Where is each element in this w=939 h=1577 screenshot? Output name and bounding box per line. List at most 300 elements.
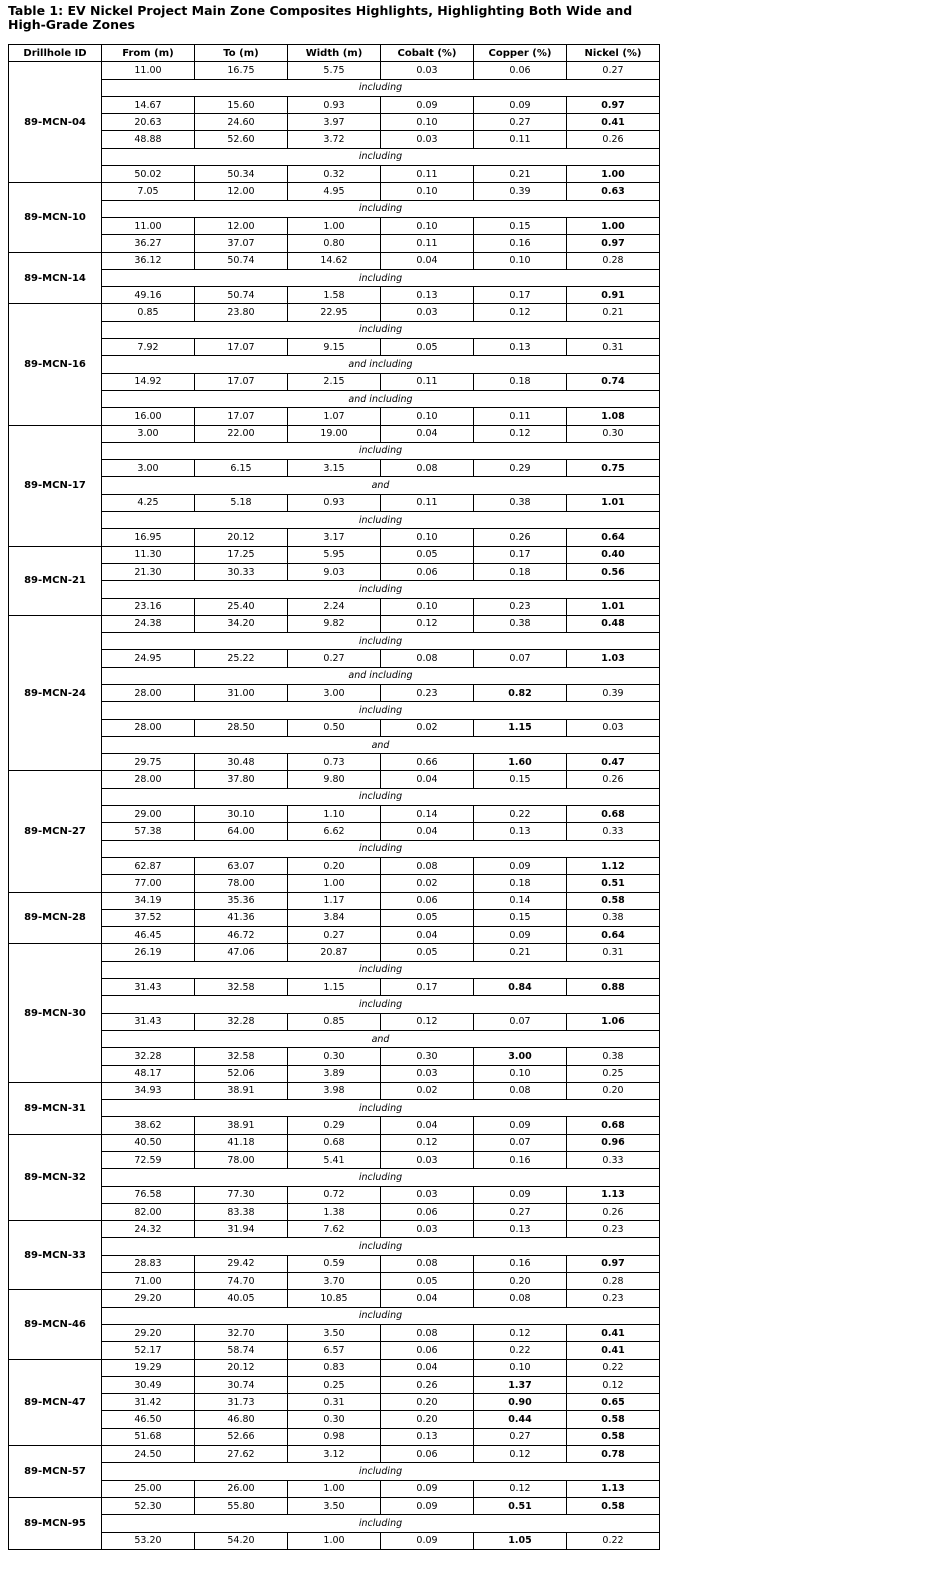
from-cell: 71.00 <box>102 1273 195 1290</box>
width-cell: 9.03 <box>288 563 381 580</box>
cobalt-cell: 0.04 <box>381 927 474 944</box>
table-row <box>9 252 660 269</box>
from-cell: 29.00 <box>102 806 195 823</box>
from-cell: 14.67 <box>102 96 195 113</box>
from-cell: 11.30 <box>102 546 195 563</box>
table-row <box>9 1152 660 1169</box>
width-cell: 0.25 <box>288 1376 381 1393</box>
width-cell: 0.29 <box>288 1117 381 1134</box>
copper-cell: 0.27 <box>474 114 567 131</box>
nickel-cell: 1.00 <box>567 217 660 234</box>
to-cell: 63.07 <box>195 857 288 874</box>
width-cell: 0.27 <box>288 927 381 944</box>
width-cell: 5.75 <box>288 62 381 79</box>
cobalt-cell: 0.06 <box>381 1342 474 1359</box>
copper-cell: 0.16 <box>474 235 567 252</box>
from-cell: 31.43 <box>102 1013 195 1030</box>
table-row <box>9 1082 660 1099</box>
table-row <box>9 529 660 546</box>
copper-cell: 0.12 <box>474 1446 567 1463</box>
nickel-cell: 0.27 <box>567 62 660 79</box>
table-row <box>9 460 660 477</box>
cobalt-cell: 0.04 <box>381 252 474 269</box>
nickel-cell: 0.40 <box>567 546 660 563</box>
copper-cell: 0.12 <box>474 304 567 321</box>
width-cell: 5.95 <box>288 546 381 563</box>
from-cell: 29.20 <box>102 1290 195 1307</box>
cobalt-cell: 0.06 <box>381 1446 474 1463</box>
qualifier-cell: including <box>102 1307 660 1324</box>
table-row <box>9 598 660 615</box>
to-cell: 15.60 <box>195 96 288 113</box>
table-row <box>9 754 660 771</box>
to-cell: 77.30 <box>195 1186 288 1203</box>
cobalt-cell: 0.17 <box>381 979 474 996</box>
drillhole-id-cell: 89-MCN-27 <box>9 771 102 892</box>
to-cell: 17.07 <box>195 339 288 356</box>
to-cell: 32.58 <box>195 979 288 996</box>
nickel-cell: 0.28 <box>567 252 660 269</box>
copper-cell: 0.17 <box>474 546 567 563</box>
qualifier-cell: including <box>102 1238 660 1255</box>
table-row <box>9 1446 660 1463</box>
qualifier-row <box>9 79 660 96</box>
width-cell: 1.58 <box>288 287 381 304</box>
qualifier-cell: including <box>102 321 660 338</box>
width-cell: 3.89 <box>288 1065 381 1082</box>
drillhole-id-cell: 89-MCN-95 <box>9 1497 102 1549</box>
width-cell: 1.38 <box>288 1203 381 1220</box>
width-cell: 0.72 <box>288 1186 381 1203</box>
from-cell: 23.16 <box>102 598 195 615</box>
cobalt-cell: 0.10 <box>381 183 474 200</box>
width-cell: 9.80 <box>288 771 381 788</box>
table-row <box>9 1480 660 1497</box>
cobalt-cell: 0.10 <box>381 408 474 425</box>
drillhole-id-cell: 89-MCN-17 <box>9 425 102 546</box>
copper-cell: 0.09 <box>474 927 567 944</box>
nickel-cell: 0.31 <box>567 339 660 356</box>
to-cell: 6.15 <box>195 460 288 477</box>
cobalt-cell: 0.13 <box>381 1428 474 1445</box>
cobalt-cell: 0.13 <box>381 287 474 304</box>
to-cell: 12.00 <box>195 183 288 200</box>
table-row <box>9 494 660 511</box>
from-cell: 29.20 <box>102 1324 195 1341</box>
header-nickel: Nickel (%) <box>567 45 660 62</box>
drillhole-id-cell: 89-MCN-31 <box>9 1082 102 1134</box>
to-cell: 55.80 <box>195 1497 288 1514</box>
qualifier-row <box>9 996 660 1013</box>
copper-cell: 0.13 <box>474 1221 567 1238</box>
to-cell: 20.12 <box>195 1359 288 1376</box>
table-row <box>9 339 660 356</box>
copper-cell: 1.15 <box>474 719 567 736</box>
copper-cell: 0.09 <box>474 96 567 113</box>
qualifier-cell: including <box>102 788 660 805</box>
nickel-cell: 1.12 <box>567 857 660 874</box>
nickel-cell: 1.08 <box>567 408 660 425</box>
cobalt-cell: 0.03 <box>381 1065 474 1082</box>
to-cell: 30.33 <box>195 563 288 580</box>
cobalt-cell: 0.05 <box>381 546 474 563</box>
table-row <box>9 927 660 944</box>
copper-cell: 0.16 <box>474 1152 567 1169</box>
width-cell: 10.85 <box>288 1290 381 1307</box>
copper-cell: 0.16 <box>474 1255 567 1272</box>
to-cell: 46.80 <box>195 1411 288 1428</box>
from-cell: 11.00 <box>102 217 195 234</box>
copper-cell: 0.22 <box>474 806 567 823</box>
width-cell: 6.62 <box>288 823 381 840</box>
nickel-cell: 0.22 <box>567 1532 660 1549</box>
qualifier-row <box>9 321 660 338</box>
width-cell: 0.32 <box>288 166 381 183</box>
table-row <box>9 1342 660 1359</box>
from-cell: 40.50 <box>102 1134 195 1151</box>
nickel-cell: 0.28 <box>567 1273 660 1290</box>
table-row <box>9 183 660 200</box>
from-cell: 76.58 <box>102 1186 195 1203</box>
table-row <box>9 425 660 442</box>
cobalt-cell: 0.04 <box>381 771 474 788</box>
qualifier-cell: including <box>102 200 660 217</box>
width-cell: 3.50 <box>288 1497 381 1514</box>
from-cell: 34.19 <box>102 892 195 909</box>
copper-cell: 0.38 <box>474 494 567 511</box>
width-cell: 1.00 <box>288 1532 381 1549</box>
cobalt-cell: 0.08 <box>381 460 474 477</box>
nickel-cell: 0.91 <box>567 287 660 304</box>
copper-cell: 3.00 <box>474 1048 567 1065</box>
from-cell: 28.00 <box>102 719 195 736</box>
copper-cell: 1.05 <box>474 1532 567 1549</box>
nickel-cell: 0.63 <box>567 183 660 200</box>
qualifier-row <box>9 356 660 373</box>
copper-cell: 0.14 <box>474 892 567 909</box>
table-title: Table 1: EV Nickel Project Main Zone Composites Highlights, Highlighting Both Wide and High-Grade Zones <box>8 3 633 32</box>
nickel-cell: 0.33 <box>567 1152 660 1169</box>
from-cell: 24.50 <box>102 1446 195 1463</box>
table-row <box>9 857 660 874</box>
qualifier-cell: including <box>102 633 660 650</box>
from-cell: 49.16 <box>102 287 195 304</box>
table-row <box>9 1532 660 1549</box>
qualifier-row <box>9 200 660 217</box>
nickel-cell: 0.68 <box>567 806 660 823</box>
drillhole-id-cell: 89-MCN-28 <box>9 892 102 944</box>
table-row <box>9 1221 660 1238</box>
width-cell: 1.00 <box>288 1480 381 1497</box>
cobalt-cell: 0.26 <box>381 1376 474 1393</box>
width-cell: 3.70 <box>288 1273 381 1290</box>
drillhole-id-cell: 89-MCN-32 <box>9 1134 102 1220</box>
table-row <box>9 1376 660 1393</box>
nickel-cell: 0.31 <box>567 944 660 961</box>
nickel-cell: 0.65 <box>567 1394 660 1411</box>
cobalt-cell: 0.12 <box>381 1013 474 1030</box>
to-cell: 31.73 <box>195 1394 288 1411</box>
table-row <box>9 806 660 823</box>
nickel-cell: 1.13 <box>567 1480 660 1497</box>
to-cell: 31.00 <box>195 684 288 701</box>
nickel-cell: 0.30 <box>567 425 660 442</box>
cobalt-cell: 0.66 <box>381 754 474 771</box>
cobalt-cell: 0.23 <box>381 684 474 701</box>
nickel-cell: 0.39 <box>567 684 660 701</box>
cobalt-cell: 0.04 <box>381 1117 474 1134</box>
copper-cell: 0.13 <box>474 823 567 840</box>
from-cell: 37.52 <box>102 909 195 926</box>
width-cell: 0.31 <box>288 1394 381 1411</box>
to-cell: 32.58 <box>195 1048 288 1065</box>
from-cell: 29.75 <box>102 754 195 771</box>
nickel-cell: 0.23 <box>567 1290 660 1307</box>
from-cell: 62.87 <box>102 857 195 874</box>
nickel-cell: 0.22 <box>567 1359 660 1376</box>
cobalt-cell: 0.04 <box>381 1359 474 1376</box>
from-cell: 20.63 <box>102 114 195 131</box>
table-body <box>9 62 660 1550</box>
copper-cell: 0.07 <box>474 650 567 667</box>
from-cell: 16.95 <box>102 529 195 546</box>
cobalt-cell: 0.03 <box>381 1152 474 1169</box>
header-copper: Copper (%) <box>474 45 567 62</box>
cobalt-cell: 0.08 <box>381 1255 474 1272</box>
qualifier-cell: and including <box>102 356 660 373</box>
width-cell: 0.27 <box>288 650 381 667</box>
from-cell: 3.00 <box>102 425 195 442</box>
nickel-cell: 0.68 <box>567 1117 660 1134</box>
copper-cell: 0.12 <box>474 1324 567 1341</box>
table-row <box>9 1497 660 1514</box>
nickel-cell: 0.12 <box>567 1376 660 1393</box>
width-cell: 0.59 <box>288 1255 381 1272</box>
copper-cell: 0.15 <box>474 217 567 234</box>
nickel-cell: 0.75 <box>567 460 660 477</box>
table-row <box>9 1255 660 1272</box>
from-cell: 4.25 <box>102 494 195 511</box>
qualifier-row <box>9 702 660 719</box>
to-cell: 35.36 <box>195 892 288 909</box>
copper-cell: 0.10 <box>474 1065 567 1082</box>
cobalt-cell: 0.03 <box>381 1221 474 1238</box>
to-cell: 50.74 <box>195 252 288 269</box>
width-cell: 9.15 <box>288 339 381 356</box>
cobalt-cell: 0.06 <box>381 892 474 909</box>
from-cell: 11.00 <box>102 62 195 79</box>
to-cell: 50.34 <box>195 166 288 183</box>
drillhole-id-cell: 89-MCN-16 <box>9 304 102 425</box>
to-cell: 26.00 <box>195 1480 288 1497</box>
to-cell: 37.80 <box>195 771 288 788</box>
to-cell: 46.72 <box>195 927 288 944</box>
copper-cell: 0.22 <box>474 1342 567 1359</box>
nickel-cell: 0.78 <box>567 1446 660 1463</box>
to-cell: 30.10 <box>195 806 288 823</box>
width-cell: 1.00 <box>288 217 381 234</box>
qualifier-row <box>9 442 660 459</box>
nickel-cell: 0.58 <box>567 1497 660 1514</box>
nickel-cell: 1.06 <box>567 1013 660 1030</box>
table-row <box>9 217 660 234</box>
width-cell: 3.97 <box>288 114 381 131</box>
drillhole-id-cell: 89-MCN-57 <box>9 1446 102 1498</box>
cobalt-cell: 0.05 <box>381 339 474 356</box>
to-cell: 31.94 <box>195 1221 288 1238</box>
nickel-cell: 0.23 <box>567 1221 660 1238</box>
table-row <box>9 1065 660 1082</box>
qualifier-cell: including <box>102 269 660 286</box>
qualifier-cell: including <box>102 1100 660 1117</box>
drillhole-id-cell: 89-MCN-30 <box>9 944 102 1082</box>
cobalt-cell: 0.06 <box>381 1203 474 1220</box>
from-cell: 52.17 <box>102 1342 195 1359</box>
copper-cell: 0.90 <box>474 1394 567 1411</box>
qualifier-cell: and <box>102 1030 660 1047</box>
from-cell: 16.00 <box>102 408 195 425</box>
header-row <box>9 45 660 62</box>
cobalt-cell: 0.03 <box>381 304 474 321</box>
cobalt-cell: 0.09 <box>381 1532 474 1549</box>
copper-cell: 0.07 <box>474 1134 567 1151</box>
drillhole-id-cell: 89-MCN-24 <box>9 615 102 771</box>
nickel-cell: 0.21 <box>567 304 660 321</box>
from-cell: 3.00 <box>102 460 195 477</box>
copper-cell: 0.38 <box>474 615 567 632</box>
from-cell: 30.49 <box>102 1376 195 1393</box>
nickel-cell: 0.97 <box>567 1255 660 1272</box>
table-row <box>9 1117 660 1134</box>
nickel-cell: 0.51 <box>567 875 660 892</box>
cobalt-cell: 0.10 <box>381 217 474 234</box>
cobalt-cell: 0.03 <box>381 131 474 148</box>
cobalt-cell: 0.04 <box>381 425 474 442</box>
cobalt-cell: 0.02 <box>381 875 474 892</box>
table-row <box>9 131 660 148</box>
nickel-cell: 0.33 <box>567 823 660 840</box>
table-row <box>9 1394 660 1411</box>
width-cell: 3.72 <box>288 131 381 148</box>
copper-cell: 0.13 <box>474 339 567 356</box>
drillhole-id-cell: 89-MCN-14 <box>9 252 102 304</box>
width-cell: 22.95 <box>288 304 381 321</box>
from-cell: 28.83 <box>102 1255 195 1272</box>
table-row <box>9 719 660 736</box>
qualifier-row <box>9 581 660 598</box>
nickel-cell: 0.41 <box>567 114 660 131</box>
to-cell: 30.48 <box>195 754 288 771</box>
copper-cell: 0.11 <box>474 131 567 148</box>
qualifier-cell: including <box>102 581 660 598</box>
cobalt-cell: 0.05 <box>381 909 474 926</box>
copper-cell: 0.84 <box>474 979 567 996</box>
qualifier-row <box>9 1238 660 1255</box>
copper-cell: 0.20 <box>474 1273 567 1290</box>
copper-cell: 0.29 <box>474 460 567 477</box>
cobalt-cell: 0.11 <box>381 235 474 252</box>
table-row <box>9 1411 660 1428</box>
from-cell: 21.30 <box>102 563 195 580</box>
qualifier-row <box>9 961 660 978</box>
table-row <box>9 287 660 304</box>
table-row <box>9 1324 660 1341</box>
to-cell: 78.00 <box>195 1152 288 1169</box>
table-row <box>9 96 660 113</box>
cobalt-cell: 0.08 <box>381 650 474 667</box>
width-cell: 1.17 <box>288 892 381 909</box>
cobalt-cell: 0.08 <box>381 1324 474 1341</box>
table-row <box>9 304 660 321</box>
width-cell: 0.50 <box>288 719 381 736</box>
copper-cell: 0.44 <box>474 1411 567 1428</box>
table-row <box>9 408 660 425</box>
nickel-cell: 0.58 <box>567 1411 660 1428</box>
table-row <box>9 771 660 788</box>
cobalt-cell: 0.08 <box>381 857 474 874</box>
table-row <box>9 563 660 580</box>
nickel-cell: 0.97 <box>567 96 660 113</box>
qualifier-cell: including <box>102 148 660 165</box>
nickel-cell: 1.03 <box>567 650 660 667</box>
cobalt-cell: 0.10 <box>381 598 474 615</box>
table-row <box>9 650 660 667</box>
width-cell: 3.12 <box>288 1446 381 1463</box>
width-cell: 3.50 <box>288 1324 381 1341</box>
to-cell: 17.07 <box>195 408 288 425</box>
width-cell: 6.57 <box>288 1342 381 1359</box>
to-cell: 17.07 <box>195 373 288 390</box>
table-row <box>9 1134 660 1151</box>
cobalt-cell: 0.12 <box>381 1134 474 1151</box>
qualifier-cell: including <box>102 1515 660 1532</box>
copper-cell: 0.21 <box>474 166 567 183</box>
qualifier-cell: including <box>102 1463 660 1480</box>
width-cell: 0.80 <box>288 235 381 252</box>
width-cell: 1.10 <box>288 806 381 823</box>
cobalt-cell: 0.04 <box>381 1290 474 1307</box>
qualifier-row <box>9 1169 660 1186</box>
drillhole-id-cell: 89-MCN-04 <box>9 62 102 183</box>
to-cell: 52.66 <box>195 1428 288 1445</box>
to-cell: 41.18 <box>195 1134 288 1151</box>
nickel-cell: 0.20 <box>567 1082 660 1099</box>
copper-cell: 0.10 <box>474 1359 567 1376</box>
to-cell: 5.18 <box>195 494 288 511</box>
to-cell: 25.22 <box>195 650 288 667</box>
nickel-cell: 0.47 <box>567 754 660 771</box>
width-cell: 1.07 <box>288 408 381 425</box>
table-row <box>9 892 660 909</box>
cobalt-cell: 0.02 <box>381 1082 474 1099</box>
copper-cell: 0.09 <box>474 857 567 874</box>
cobalt-cell: 0.09 <box>381 96 474 113</box>
copper-cell: 0.18 <box>474 875 567 892</box>
to-cell: 54.20 <box>195 1532 288 1549</box>
from-cell: 36.27 <box>102 235 195 252</box>
width-cell: 2.15 <box>288 373 381 390</box>
from-cell: 46.50 <box>102 1411 195 1428</box>
width-cell: 0.93 <box>288 494 381 511</box>
header-to: To (m) <box>195 45 288 62</box>
to-cell: 28.50 <box>195 719 288 736</box>
to-cell: 12.00 <box>195 217 288 234</box>
from-cell: 72.59 <box>102 1152 195 1169</box>
cobalt-cell: 0.05 <box>381 944 474 961</box>
qualifier-row <box>9 1030 660 1047</box>
qualifier-row <box>9 477 660 494</box>
copper-cell: 1.37 <box>474 1376 567 1393</box>
